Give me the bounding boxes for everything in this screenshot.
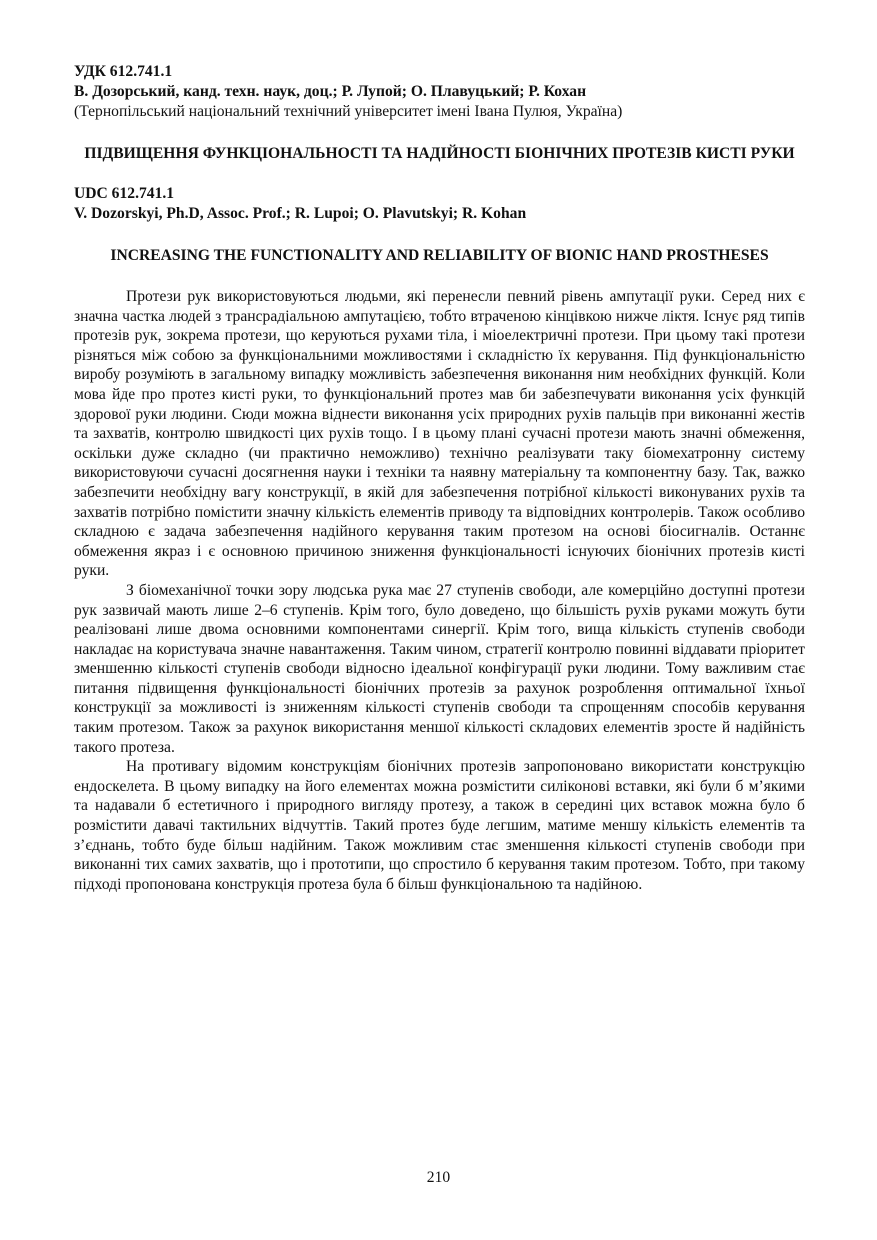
eng-title: INCREASING THE FUNCTIONALITY AND RELIABILITY OF BIONIC HAND PROSTHESES <box>110 247 769 264</box>
eng-udc: UDC 612.741.1 <box>74 185 175 202</box>
paper-page <box>74 62 805 894</box>
article-body <box>74 287 805 894</box>
body-paragraph: Протези рук використовуються людьми, які перенесли певний рівень ампутації руки. Серед них є значна частка людей з трансрадіальною ампутацією, тобто втраченою кінцівкою нижче ліктя. Існує ряд типів протезів рук, зокрема протези, що керуються рухами тіла, і міоелектричні протези. При цьому такі протези різняться між собою за функціональними можливостями і складністю їх керування. Під функціональністю виробу розуміють в загальному випадку можливість забезпечення виконання ним необхідних функцій. Коли мова йде про протез кисті руки, то функціональний протез мав би забезпечувати виконання усіх функцій здорової руки людини. Сюди можна віднести виконання усіх природних рухів пальців при виконанні жестів та захватів, контролю швидкості цих рухів тощо. І в цьому плані сучасні протези мають значні обмеження, оскільки дуже складно (чи практично неможливо) технічно реалізувати таку біомехатронну систему використовуючи сучасні досягнення науки і техніки та наявну матеріальну та компонентну базу. Так, важко забезпечити необхідну вагу конструкції, в якій для забезпечення потрібної кількості виконуваних рухів та захватів потрібно помістити значну кількість елементів приводу та відповідних контролерів. Також особливо складною є задача забезпечення надійного керування таким протезом на основі біосигналів. Останнє обмеження якраз і є основною причиною зниження функціональності існуючих біонічних протезів кисті руки. <box>74 288 805 580</box>
body-paragraph: На противагу відомим конструкціям біонічних протезів запропоновано використати конструкцію ендоскелета. В цьому випадку на його елементах можна розмістити силіконові вставки, які були б м’якими та надавали б естетичного і природного вигляду протезу, а також в середині цих вставок можна було б розмістити давачі тактильних відчуттів. Такий протез буде легшим, матиме меншу кількість елементів та з’єднань, тобто буде більш надійним. Також можливим стає зменшення кількості ступенів свободи при виконанні тих самих захватів, що і прототипи, що спростило б керування таким протезом. Тобто, при такому підході пропонована конструкція протеза була б більш функціональною та надійною. <box>74 758 805 893</box>
ukr-title: ПІДВИЩЕННЯ ФУНКЦІОНАЛЬНОСТІ ТА НАДІЙНОСТІ БІОНІЧНИХ ПРОТЕЗІВ КИСТІ РУКИ <box>84 145 795 162</box>
ukr-udc: УДК 612.741.1 <box>74 63 173 80</box>
eng-authors: V. Dozorskyi, Ph.D, Assoc. Prof.; R. Lupoi; O. Plavutskyi; R. Kohan <box>74 205 527 222</box>
body-paragraph: З біомеханічної точки зору людська рука має 27 ступенів свободи, але комерційно доступні протези рук зазвичай мають лише 2–6 ступенів. Крім того, було доведено, що більшість рухів руками можуть бути реалізовані лише двома основними компонентами синергії. Крім того, вища кількість ступенів свободи накладає на користувача значне навантаження. Таким чином, стратегії контролю повинні віддавати пріоритет зменшенню кількості ступенів свободи відносно ідеальної конфігурації руки людини. Тому важливим стає питання підвищення функціональності біонічних протезів за рахунок розроблення оптимальної їхньої конструкції за можливості із зниженням кількості ступенів свободи та спрощенням способів керування таким протезом. Також за рахунок використання меншої кількості складових елементів зросте й надійність такого протеза. <box>74 581 805 756</box>
ukr-authors: В. Дозорський, канд. техн. наук, доц.; Р. Лупой; О. Плавуцький; Р. Кохан <box>74 83 587 100</box>
ukr-affiliation: (Тернопільський національний технічний університет імені Івана Пулюя, Україна) <box>74 103 623 120</box>
page-number: 210 <box>426 1169 451 1186</box>
